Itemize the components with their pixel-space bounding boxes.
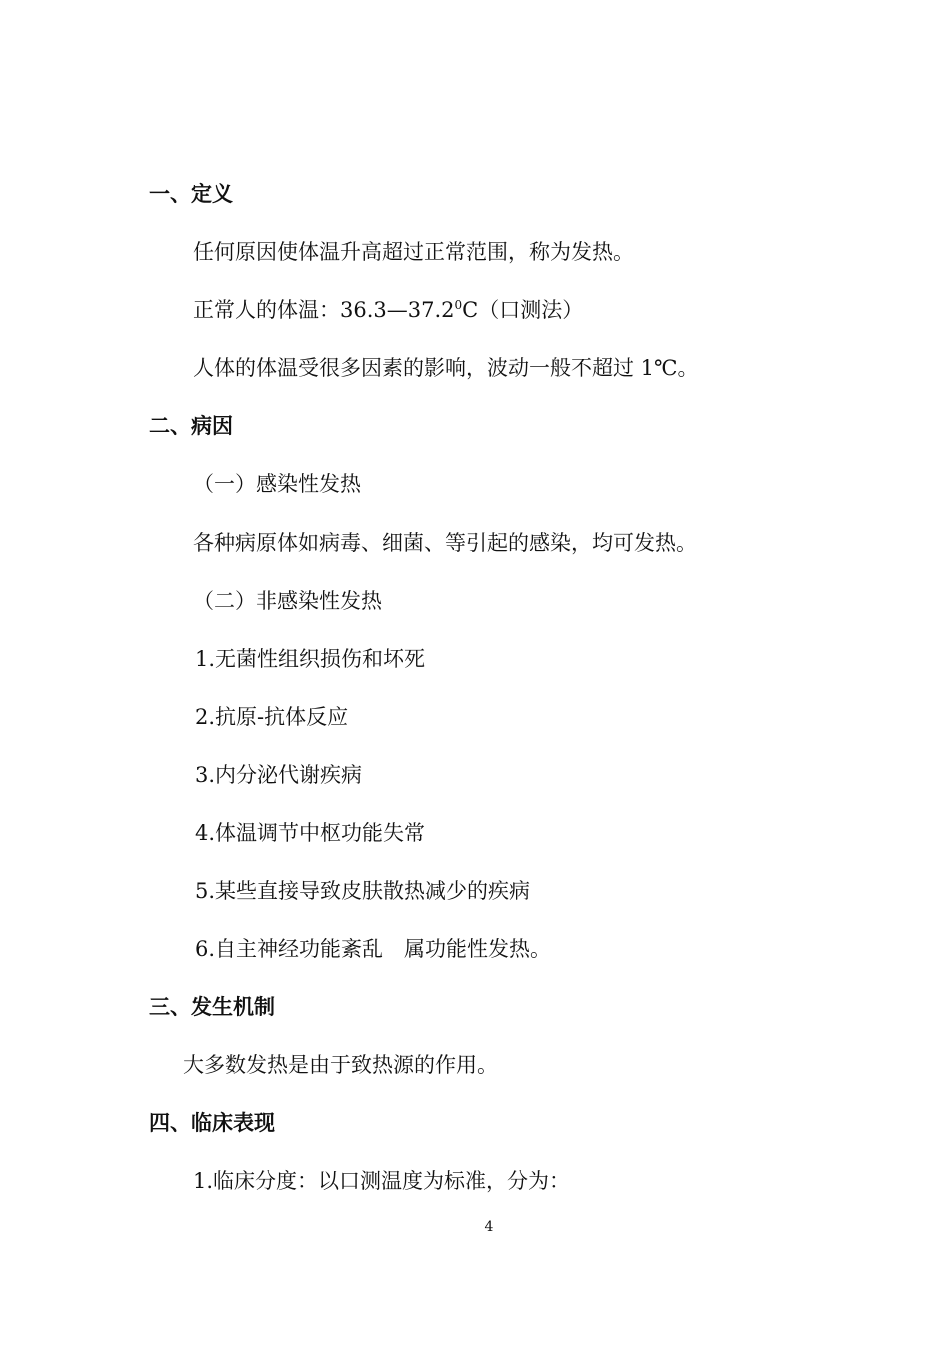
degree-superscript: 0 (454, 298, 463, 312)
subheading-non-infectious: （二）非感染性发热 (193, 589, 382, 613)
section-heading-definition: 一、定义 (149, 182, 233, 206)
list-item: 2.抗原-抗体反应 (195, 705, 349, 729)
normal-temperature-unit: C（口测法） (462, 298, 584, 322)
list-item: 3.内分泌代谢疾病 (195, 763, 363, 787)
list-item: 4.体温调节中枢功能失常 (195, 821, 426, 845)
paragraph-fluctuation: 人体的体温受很多因素的影响，波动一般不超过 1℃。 (193, 356, 699, 380)
list-item: 1.无菌性组织损伤和坏死 (195, 647, 426, 671)
paragraph-clinical-grading: 1.临床分度：以口测温度为标准，分为： (193, 1169, 571, 1193)
paragraph-definition: 任何原因使体温升高超过正常范围，称为发热。 (193, 240, 634, 264)
normal-temperature-text: 正常人的体温：36.3—37.2 (193, 298, 455, 322)
section-heading-mechanism: 三、发生机制 (149, 995, 275, 1019)
section-heading-clinical: 四、临床表现 (149, 1111, 275, 1135)
paragraph-mechanism: 大多数发热是由于致热源的作用。 (183, 1053, 498, 1077)
list-item: 5.某些直接导致皮肤散热减少的疾病 (195, 879, 531, 903)
section-heading-causes: 二、病因 (149, 414, 233, 438)
subheading-infectious: （一）感染性发热 (193, 472, 361, 496)
page-number: 4 (484, 1219, 494, 1235)
paragraph-normal-temperature (193, 296, 583, 324)
paragraph-infectious: 各种病原体如病毒、细菌、等引起的感染，均可发热。 (193, 531, 697, 555)
list-item: 6.自主神经功能紊乱 属功能性发热。 (195, 937, 552, 961)
